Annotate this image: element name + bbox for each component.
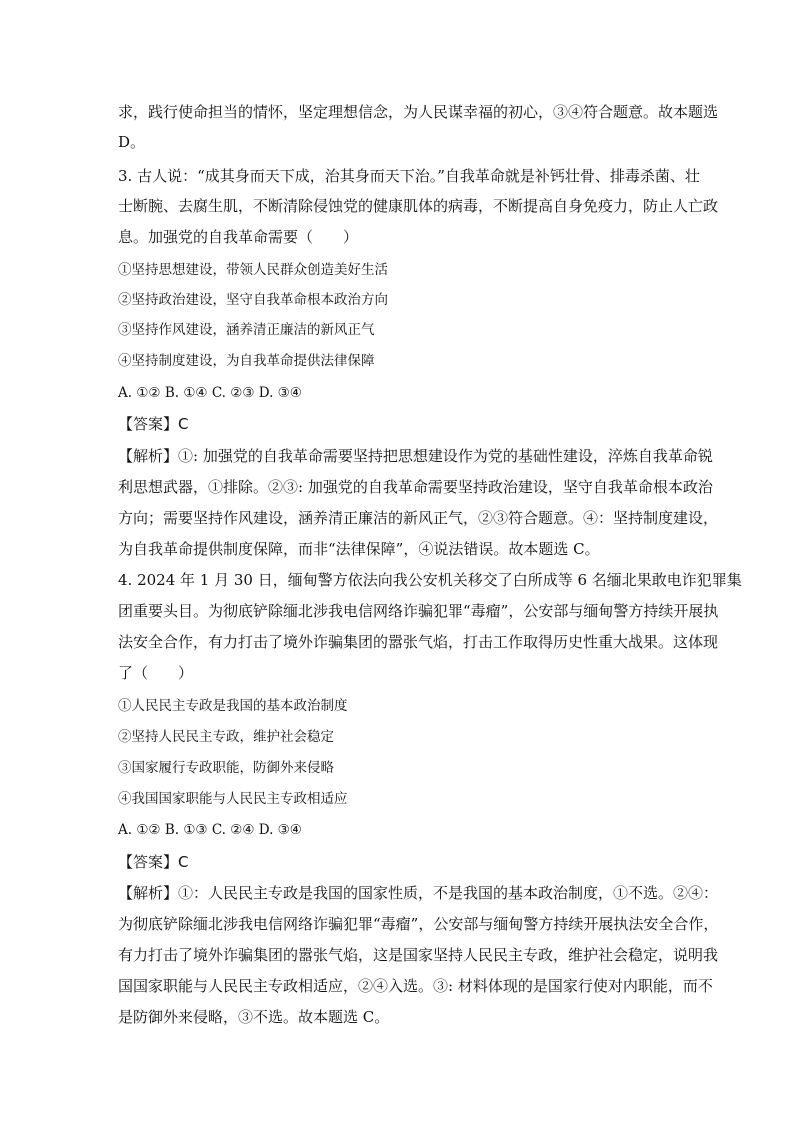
- q4-analysis-line-3: 有力打击了境外诈骗集团的嚣张气焰，这是国家坚持人民民主专政，维护社会稳定，说明我: [118, 946, 719, 964]
- q3-analysis-line-4: 为自我革命提供制度保障，而非“法律保障”，④说法错误。故本题选 C。: [118, 540, 600, 558]
- q4-analysis-line-2: 为彻底铲除缅北涉我电信网络诈骗犯罪“毒瘤”，公安部与缅甸警方持续开展执法安全合作，: [118, 915, 719, 933]
- q4-stem-line-4: 了（ ）: [118, 664, 194, 682]
- q4-statement-2: ②坚持人民民主专政，维护社会稳定: [118, 729, 334, 745]
- q3-statement-4: ④坚持制度建设，为自我革命提供法律保障: [118, 353, 375, 369]
- q4-statement-3: ③国家履行专政职能，防御外来侵略: [118, 760, 334, 776]
- q3-analysis-line-3: 方向；需要坚持作风建设，涵养清正廉洁的新风正气，②③符合题意。④：坚持制度建设，: [118, 509, 719, 527]
- q3-statement-3: ③坚持作风建设，涵养清正廉洁的新风正气: [118, 322, 375, 338]
- q3-stem-line-1: 3. 古人说：“成其身而天下成，治其身而天下治。”自我革命就是补钙壮骨、排毒杀菌、壮: [118, 167, 700, 185]
- q2-analysis-line-1: 求，践行使命担当的情怀，坚定理想信念，为人民谋幸福的初心，③④符合题意。故本题选: [118, 103, 719, 121]
- q3-statement-2: ②坚持政治建设，坚守自我革命根本政治方向: [118, 292, 388, 308]
- q4-analysis-line-1: 【解析】①：人民民主专政是我国的国家性质，不是我国的基本政治制度，①不选。②④：: [118, 884, 719, 902]
- q3-stem-line-3: 息。加强党的自我革命需要（ ）: [118, 228, 359, 246]
- q4-stem-line-3: 法安全合作，有力打击了境外诈骗集团的嚣张气焰，打击工作取得历史性重大战果。这体现: [118, 633, 719, 651]
- q4-stem-line-1: 4. 2024 年 1 月 30 日，缅甸警方依法向我公安机关移交了白所成等 6 名缅北果敢电诈犯罪集: [118, 571, 742, 589]
- q4-analysis-line-5: 是防御外来侵略，③不选。故本题选 C。: [118, 1008, 390, 1026]
- q4-answer: 【答案】C: [118, 853, 189, 871]
- q3-answer: 【答案】C: [118, 415, 189, 433]
- q3-stem-line-2: 士断腕、去腐生肌，不断清除侵蚀党的健康肌体的病毒，不断提高自身免疫力，防止人亡政: [118, 197, 719, 215]
- q4-analysis-line-4: 国国家职能与人民民主专政相适应，②④入选。③: 材料体现的是国家行使对内职能，而不: [118, 977, 713, 995]
- q4-choices: A. ①② B. ①③ C. ②④ D. ③④: [118, 822, 302, 838]
- q3-statement-1: ①坚持思想建设，带领人民群众创造美好生活: [118, 262, 388, 278]
- q2-analysis-line-2: D。: [118, 133, 146, 151]
- q3-analysis-line-2: 利思想武器，①排除。②③: 加强党的自我革命需要坚持政治建设，坚守自我革命根本政治: [118, 478, 713, 496]
- q4-statement-1: ①人民民主专政是我国的基本政治制度: [118, 698, 348, 714]
- q3-choices: A. ①② B. ①④ C. ②③ D. ③④: [118, 385, 302, 401]
- q4-statement-4: ④我国国家职能与人民民主专政相适应: [118, 791, 348, 807]
- q3-analysis-line-1: 【解析】①: 加强党的自我革命需要坚持把思想建设作为党的基础性建设，淬炼自我革命锐: [118, 447, 713, 465]
- q4-stem-line-2: 团重要头目。为彻底铲除缅北涉我电信网络诈骗犯罪“毒瘤”，公安部与缅甸警方持续开展执: [118, 602, 719, 620]
